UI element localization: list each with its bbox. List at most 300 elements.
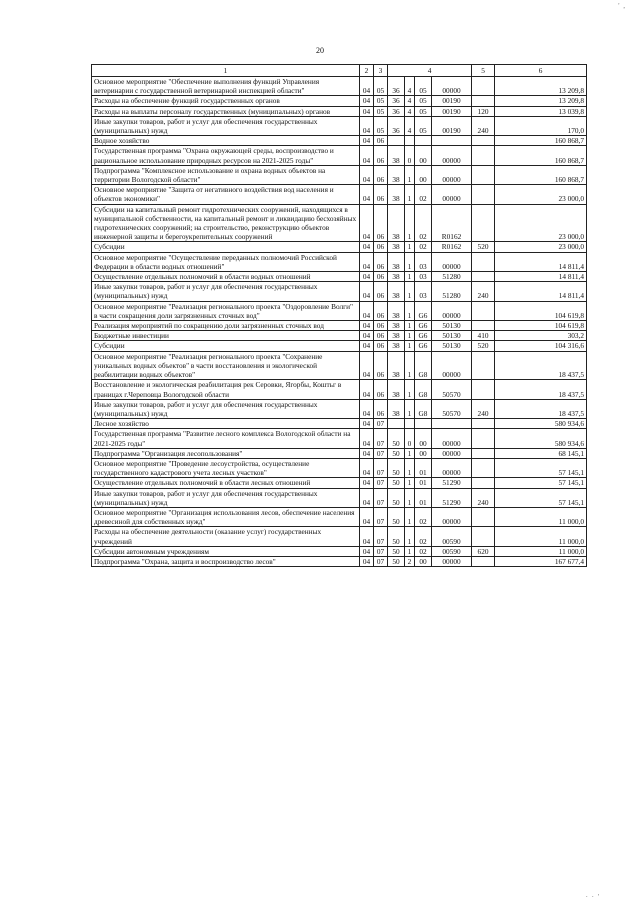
program-code: 38 <box>388 242 405 252</box>
subsection-code: 06 <box>374 301 388 320</box>
program-code: 50 <box>388 488 405 507</box>
program-code: 38 <box>388 321 405 331</box>
program-code: 36 <box>388 106 405 116</box>
subprogram-code: 1 <box>405 331 415 341</box>
subprogram-code: 4 <box>405 106 415 116</box>
row-name: Государственная программа "Развитие лесного комплекса Вологодской области на 2021-2025 годы" <box>92 429 360 448</box>
row-name: Осуществление отдельных полномочий в области водных отношений <box>92 272 360 282</box>
table-row <box>92 116 587 135</box>
amount: 23 000,0 <box>495 185 587 204</box>
table-row <box>92 380 587 399</box>
section-code: 04 <box>360 331 374 341</box>
program-code <box>388 419 405 429</box>
expense-type-code: 240 <box>472 488 495 507</box>
subprogram-code: 1 <box>405 351 415 380</box>
header-pr: 3 <box>374 65 388 77</box>
row-name: Лесное хозяйство <box>92 419 360 429</box>
row-name: Субсидии <box>92 242 360 252</box>
subsection-code: 06 <box>374 146 388 165</box>
expense-type-code <box>472 429 495 448</box>
table-row <box>92 419 587 429</box>
subprogram-code: 1 <box>405 301 415 320</box>
expense-direction-code: 00590 <box>432 527 472 546</box>
program-code: 50 <box>388 507 405 526</box>
row-name: Основное мероприятие "Реализация регионального проекта "Оздоровление Волги" в части сокращения доли загрязненных сточных вод" <box>92 301 360 320</box>
subsection-code: 06 <box>374 380 388 399</box>
expense-direction-code: 00000 <box>432 146 472 165</box>
subprogram-code: 1 <box>405 204 415 242</box>
expense-direction-code: 51280 <box>432 272 472 282</box>
expense-direction-code: 00000 <box>432 458 472 477</box>
subsection-code: 06 <box>374 136 388 146</box>
expense-type-code <box>472 185 495 204</box>
table-row <box>92 146 587 165</box>
subprogram-code: 1 <box>405 527 415 546</box>
row-name: Основное мероприятие "Организация использования лесов, обеспечение населения древесиной для собственных нужд" <box>92 507 360 526</box>
table-row <box>92 272 587 282</box>
program-code: 38 <box>388 272 405 282</box>
main-activity-code: 01 <box>415 458 432 477</box>
section-code: 04 <box>360 419 374 429</box>
amount: 167 677,4 <box>495 556 587 566</box>
subprogram-code: 4 <box>405 116 415 135</box>
main-activity-code: 02 <box>415 185 432 204</box>
expense-direction-code: 51280 <box>432 282 472 301</box>
table-row <box>92 488 587 507</box>
program-code: 38 <box>388 146 405 165</box>
section-code: 04 <box>360 146 374 165</box>
expense-direction-code: 00000 <box>432 252 472 271</box>
budget-table <box>91 64 587 567</box>
row-name: Субсидии автономным учреждениям <box>92 546 360 556</box>
main-activity-code: 05 <box>415 106 432 116</box>
row-name: Расходы на обеспечение функций государственных органов <box>92 96 360 106</box>
subsection-code: 06 <box>374 282 388 301</box>
section-code: 04 <box>360 252 374 271</box>
subprogram-code: 0 <box>405 429 415 448</box>
amount: 11 000,0 <box>495 546 587 556</box>
program-code: 38 <box>388 341 405 351</box>
program-code: 50 <box>388 429 405 448</box>
expense-type-code <box>472 419 495 429</box>
section-code: 04 <box>360 116 374 135</box>
expense-direction-code: 00590 <box>432 546 472 556</box>
subsection-code: 06 <box>374 341 388 351</box>
section-code: 04 <box>360 96 374 106</box>
expense-type-code <box>472 77 495 96</box>
subsection-code: 07 <box>374 478 388 488</box>
amount: 57 145,1 <box>495 478 587 488</box>
section-code: 04 <box>360 204 374 242</box>
amount: 14 811,4 <box>495 272 587 282</box>
section-code: 04 <box>360 351 374 380</box>
table-header-row <box>92 65 587 77</box>
subsection-code: 05 <box>374 106 388 116</box>
section-code: 04 <box>360 478 374 488</box>
table-row <box>92 321 587 331</box>
main-activity-code: 02 <box>415 242 432 252</box>
subsection-code: 06 <box>374 351 388 380</box>
subprogram-code: 1 <box>405 321 415 331</box>
expense-type-code <box>472 478 495 488</box>
section-code: 04 <box>360 272 374 282</box>
program-code: 38 <box>388 331 405 341</box>
section-code: 04 <box>360 165 374 184</box>
table-row <box>92 448 587 458</box>
subprogram-code <box>405 136 415 146</box>
row-name: Восстановление и экологическая реабилитация рек Серовки, Ягорбы, Коштьг в границах г.Череповца Вологодской области <box>92 380 360 399</box>
amount: 160 868,7 <box>495 136 587 146</box>
main-activity-code: G6 <box>415 321 432 331</box>
main-activity-code: 05 <box>415 77 432 96</box>
table-row <box>92 242 587 252</box>
section-code: 04 <box>360 546 374 556</box>
subprogram-code: 1 <box>405 448 415 458</box>
row-name: Субсидии на капитальный ремонт гидротехнических сооружений, находящихся в муниципальной собственности, на капитальный ремонт и ликвидацию бесхозяйных гидротехнических сооружений; на строительство, реконструкцию объектов инженерной защиты и берегоукрепительных сооружений <box>92 204 360 242</box>
main-activity-code: 05 <box>415 96 432 106</box>
main-activity-code: 01 <box>415 478 432 488</box>
table-row <box>92 301 587 320</box>
main-activity-code: 03 <box>415 252 432 271</box>
subprogram-code: 1 <box>405 185 415 204</box>
table-row <box>92 136 587 146</box>
row-name: Подпрограмма "Комплексное использование и охрана водных объектов на территории Вологодской области" <box>92 165 360 184</box>
program-code: 38 <box>388 301 405 320</box>
row-name: Иные закупки товаров, работ и услуг для обеспечения государственных (муниципальных) нужд <box>92 488 360 507</box>
program-code: 50 <box>388 556 405 566</box>
section-code: 04 <box>360 429 374 448</box>
subsection-code: 06 <box>374 272 388 282</box>
row-name: Расходы на обеспечение деятельности (оказание услуг) государственных учреждений <box>92 527 360 546</box>
subprogram-code: 1 <box>405 252 415 271</box>
expense-type-code: 240 <box>472 116 495 135</box>
expense-type-code <box>472 458 495 477</box>
amount: 68 145,1 <box>495 448 587 458</box>
subprogram-code: 1 <box>405 282 415 301</box>
main-activity-code: G6 <box>415 301 432 320</box>
subsection-code: 06 <box>374 321 388 331</box>
expense-type-code <box>472 527 495 546</box>
main-activity-code: 02 <box>415 507 432 526</box>
subsection-code: 06 <box>374 185 388 204</box>
amount: 11 000,0 <box>495 507 587 526</box>
subprogram-code: 1 <box>405 478 415 488</box>
program-code: 36 <box>388 96 405 106</box>
expense-direction-code: 50130 <box>432 321 472 331</box>
row-name: Основное мероприятие "Реализация регионального проекта "Сохранение уникальных водных объектов" в части восстановления и экологической реабилитации водных объектов" <box>92 351 360 380</box>
amount: 23 000,0 <box>495 242 587 252</box>
row-name: Подпрограмма "Организация лесопользования" <box>92 448 360 458</box>
row-name: Водное хозяйство <box>92 136 360 146</box>
subprogram-code: 1 <box>405 341 415 351</box>
row-name: Основное мероприятие "Проведение лесоустройства, осуществление государственного кадастрового учета лесных участков" <box>92 458 360 477</box>
expense-direction-code <box>432 419 472 429</box>
section-code: 04 <box>360 321 374 331</box>
main-activity-code <box>415 136 432 146</box>
expense-type-code <box>472 204 495 242</box>
expense-direction-code: 51290 <box>432 488 472 507</box>
table-row <box>92 556 587 566</box>
subprogram-code: 1 <box>405 165 415 184</box>
amount: 580 934,6 <box>495 419 587 429</box>
expense-direction-code: 50130 <box>432 331 472 341</box>
amount: 104 316,6 <box>495 341 587 351</box>
program-code: 38 <box>388 185 405 204</box>
section-code: 04 <box>360 136 374 146</box>
section-code: 04 <box>360 527 374 546</box>
expense-type-code <box>472 321 495 331</box>
expense-direction-code: 00000 <box>432 301 472 320</box>
amount: 57 145,1 <box>495 458 587 477</box>
subprogram-code: 1 <box>405 380 415 399</box>
expense-direction-code: 00000 <box>432 77 472 96</box>
amount: 23 000,0 <box>495 204 587 242</box>
expense-type-code <box>472 96 495 106</box>
table-row <box>92 478 587 488</box>
subsection-code: 05 <box>374 77 388 96</box>
section-code: 04 <box>360 242 374 252</box>
subsection-code: 07 <box>374 546 388 556</box>
amount: 170,0 <box>495 116 587 135</box>
main-activity-code <box>415 419 432 429</box>
expense-type-code: 520 <box>472 242 495 252</box>
program-code <box>388 136 405 146</box>
expense-direction-code: 50130 <box>432 341 472 351</box>
section-code: 04 <box>360 106 374 116</box>
subprogram-code: 4 <box>405 77 415 96</box>
expense-direction-code: 50570 <box>432 380 472 399</box>
expense-type-code: 240 <box>472 282 495 301</box>
expense-type-code <box>472 556 495 566</box>
subprogram-code: 4 <box>405 96 415 106</box>
program-code: 36 <box>388 116 405 135</box>
subsection-code: 06 <box>374 331 388 341</box>
subsection-code: 07 <box>374 458 388 477</box>
program-code: 50 <box>388 448 405 458</box>
row-name: Основное мероприятие "Осуществление переданных полномочий Российской Федерации в области водных отношений" <box>92 252 360 271</box>
row-name: Основное мероприятие "Защита от негативного воздействия вод населения и объектов экономики" <box>92 185 360 204</box>
expense-direction-code: 00000 <box>432 185 472 204</box>
subsection-code: 06 <box>374 252 388 271</box>
expense-type-code <box>472 448 495 458</box>
section-code: 04 <box>360 77 374 96</box>
subprogram-code: 1 <box>405 488 415 507</box>
row-name: Иные закупки товаров, работ и услуг для обеспечения государственных (муниципальных) нужд <box>92 399 360 418</box>
subsection-code: 07 <box>374 429 388 448</box>
expense-direction-code: R0162 <box>432 204 472 242</box>
subsection-code: 06 <box>374 165 388 184</box>
program-code: 38 <box>388 165 405 184</box>
row-name: Государственная программа "Охрана окружающей среды, воспроизводство и рациональное использование природных ресурсов на 2021-2025 годы" <box>92 146 360 165</box>
main-activity-code: 02 <box>415 546 432 556</box>
scan-mark-bottom: · · ' <box>585 893 600 901</box>
expense-type-code <box>472 507 495 526</box>
row-name: Подпрограмма "Охрана, защита и воспроизводство лесов" <box>92 556 360 566</box>
amount: 18 437,5 <box>495 380 587 399</box>
expense-direction-code <box>432 136 472 146</box>
subprogram-code: 1 <box>405 272 415 282</box>
program-code: 50 <box>388 546 405 556</box>
table-row <box>92 185 587 204</box>
program-code: 38 <box>388 252 405 271</box>
row-name: Расходы на выплаты персоналу государственных (муниципальных) органов <box>92 106 360 116</box>
main-activity-code: 02 <box>415 204 432 242</box>
amount: 303,2 <box>495 331 587 341</box>
row-name: Реализация мероприятий по сокращению доли загрязненных сточных вод <box>92 321 360 331</box>
header-name: 1 <box>92 65 360 77</box>
program-code: 50 <box>388 458 405 477</box>
program-code: 38 <box>388 399 405 418</box>
expense-type-code <box>472 380 495 399</box>
program-code: 38 <box>388 282 405 301</box>
program-code: 50 <box>388 527 405 546</box>
row-name: Субсидии <box>92 341 360 351</box>
row-name: Иные закупки товаров, работ и услуг для обеспечения государственных (муниципальных) нужд <box>92 116 360 135</box>
amount: 160 868,7 <box>495 146 587 165</box>
program-code: 38 <box>388 204 405 242</box>
subsection-code: 07 <box>374 507 388 526</box>
amount: 18 437,5 <box>495 399 587 418</box>
amount: 57 145,1 <box>495 488 587 507</box>
amount: 13 209,8 <box>495 96 587 106</box>
expense-direction-code: 51290 <box>432 478 472 488</box>
subprogram-code: 1 <box>405 242 415 252</box>
expense-type-code <box>472 146 495 165</box>
table-row <box>92 341 587 351</box>
section-code: 04 <box>360 282 374 301</box>
amount: 11 000,0 <box>495 527 587 546</box>
subsection-code: 05 <box>374 96 388 106</box>
main-activity-code: 02 <box>415 527 432 546</box>
main-activity-code: 00 <box>415 146 432 165</box>
expense-direction-code: 00000 <box>432 429 472 448</box>
subsection-code: 07 <box>374 488 388 507</box>
main-activity-code: 03 <box>415 282 432 301</box>
section-code: 04 <box>360 488 374 507</box>
subsection-code: 07 <box>374 556 388 566</box>
section-code: 04 <box>360 556 374 566</box>
table-row <box>92 351 587 380</box>
main-activity-code: 00 <box>415 429 432 448</box>
row-name: Основное мероприятие "Обеспечение выполнения функций Управления ветеринарии с государственной ветеринарной инспекцией области" <box>92 77 360 96</box>
amount: 104 619,8 <box>495 321 587 331</box>
section-code: 04 <box>360 341 374 351</box>
expense-direction-code: 00000 <box>432 507 472 526</box>
subsection-code: 06 <box>374 204 388 242</box>
table-row <box>92 507 587 526</box>
subsection-code: 05 <box>374 116 388 135</box>
scan-mark-top: ' , <box>618 2 626 10</box>
table-row <box>92 546 587 556</box>
amount: 18 437,5 <box>495 351 587 380</box>
program-code: 36 <box>388 77 405 96</box>
main-activity-code: G8 <box>415 399 432 418</box>
main-activity-code: 00 <box>415 165 432 184</box>
expense-direction-code: 00190 <box>432 116 472 135</box>
table-row <box>92 399 587 418</box>
amount: 13 209,8 <box>495 77 587 96</box>
table-row <box>92 96 587 106</box>
page-number: 20 <box>316 46 324 55</box>
subsection-code: 07 <box>374 419 388 429</box>
main-activity-code: 01 <box>415 488 432 507</box>
row-name: Бюджетные инвестиции <box>92 331 360 341</box>
program-code: 38 <box>388 351 405 380</box>
amount: 580 934,6 <box>495 429 587 448</box>
table-row <box>92 429 587 448</box>
expense-type-code <box>472 351 495 380</box>
table-row <box>92 77 587 96</box>
subprogram-code <box>405 419 415 429</box>
section-code: 04 <box>360 301 374 320</box>
main-activity-code: G6 <box>415 341 432 351</box>
expense-type-code <box>472 136 495 146</box>
expense-direction-code: 00190 <box>432 106 472 116</box>
expense-type-code: 240 <box>472 399 495 418</box>
main-activity-code: 05 <box>415 116 432 135</box>
expense-type-code <box>472 301 495 320</box>
row-name: Осуществление отдельных полномочий в области лесных отношений <box>92 478 360 488</box>
subprogram-code: 1 <box>405 546 415 556</box>
main-activity-code: 00 <box>415 556 432 566</box>
amount: 104 619,8 <box>495 301 587 320</box>
header-rz: 2 <box>360 65 374 77</box>
header-target: 4 <box>388 65 472 77</box>
main-activity-code: G6 <box>415 331 432 341</box>
expense-type-code <box>472 252 495 271</box>
section-code: 04 <box>360 185 374 204</box>
main-activity-code: 00 <box>415 448 432 458</box>
expense-type-code: 410 <box>472 331 495 341</box>
subprogram-code: 2 <box>405 556 415 566</box>
program-code: 50 <box>388 478 405 488</box>
expense-type-code: 620 <box>472 546 495 556</box>
main-activity-code: G8 <box>415 351 432 380</box>
table-row <box>92 252 587 271</box>
section-code: 04 <box>360 507 374 526</box>
section-code: 04 <box>360 448 374 458</box>
subprogram-code: 1 <box>405 507 415 526</box>
header-sum: 6 <box>495 65 587 77</box>
amount: 14 811,4 <box>495 282 587 301</box>
expense-direction-code: 00190 <box>432 96 472 106</box>
expense-direction-code: 50570 <box>432 399 472 418</box>
subsection-code: 06 <box>374 242 388 252</box>
main-activity-code: 03 <box>415 272 432 282</box>
expense-type-code <box>472 272 495 282</box>
expense-direction-code: 00000 <box>432 351 472 380</box>
expense-type-code <box>472 165 495 184</box>
table-row <box>92 458 587 477</box>
table-row <box>92 331 587 341</box>
subprogram-code: 1 <box>405 458 415 477</box>
expense-direction-code: 00000 <box>432 448 472 458</box>
subsection-code: 07 <box>374 448 388 458</box>
amount: 160 868,7 <box>495 165 587 184</box>
expense-type-code: 120 <box>472 106 495 116</box>
table-body <box>92 77 587 567</box>
table-row <box>92 282 587 301</box>
section-code: 04 <box>360 399 374 418</box>
expense-direction-code: R0162 <box>432 242 472 252</box>
subprogram-code: 1 <box>405 399 415 418</box>
amount: 13 039,8 <box>495 106 587 116</box>
table-row <box>92 165 587 184</box>
row-name: Иные закупки товаров, работ и услуг для обеспечения государственных (муниципальных) нужд <box>92 282 360 301</box>
table-row <box>92 527 587 546</box>
expense-direction-code: 00000 <box>432 165 472 184</box>
program-code: 38 <box>388 380 405 399</box>
